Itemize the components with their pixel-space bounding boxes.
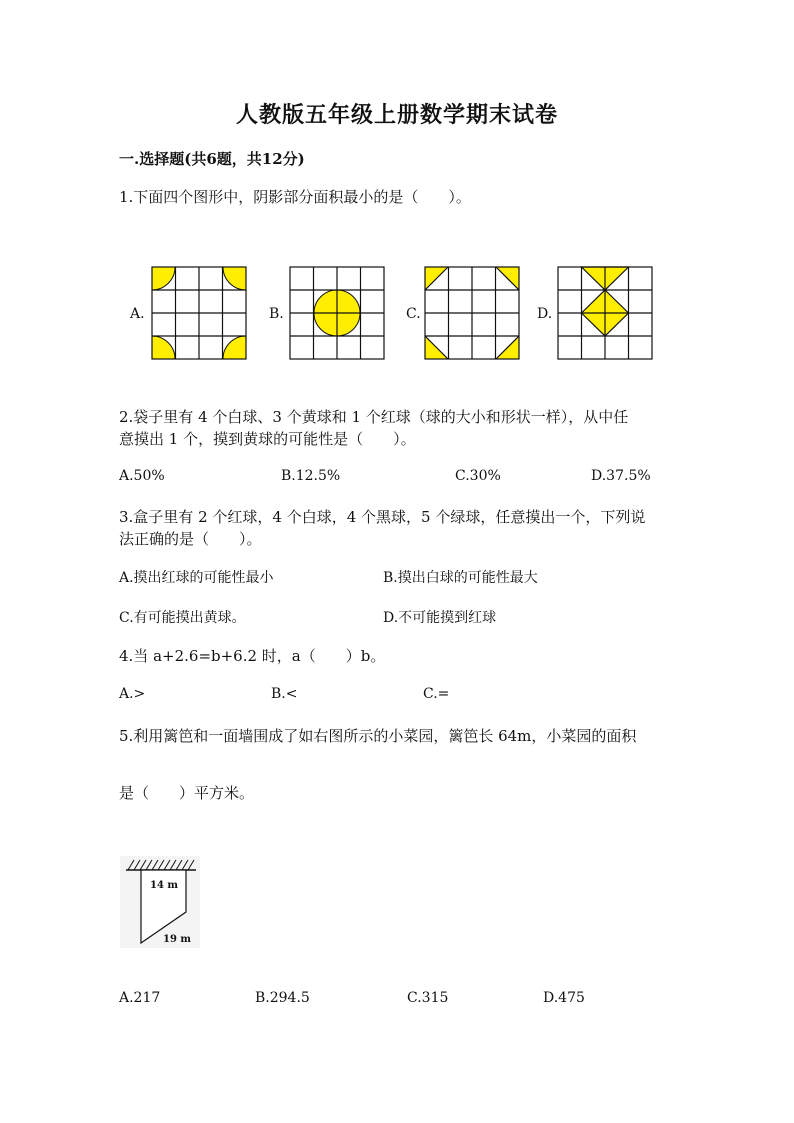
question-3-line-1: 3.盒子里有 2 个红球，4 个白球，4 个黑球，5 个绿球，任意摸出一个，下列说 xyxy=(119,508,646,526)
q2-option-d: D.37.5% xyxy=(591,468,651,484)
q5-option-c: C.315 xyxy=(407,990,449,1006)
q4-option-b: B.< xyxy=(271,686,298,702)
section-heading: 一.选择题(共6题，共12分) xyxy=(119,150,305,168)
q1-figure-a xyxy=(151,266,247,360)
q1-option-a-label: A. xyxy=(130,306,145,322)
q3-option-a: A.摸出红球的可能性最小 xyxy=(119,570,274,586)
q3-option-b: B.摸出白球的可能性最大 xyxy=(383,570,538,586)
q1-figure-b xyxy=(289,266,385,360)
question-2-line-1: 2.袋子里有 4 个白球、3 个黄球和 1 个红球（球的大小和形状一样），从中任 xyxy=(119,408,629,426)
question-5-line-2: 是（ ）平方米。 xyxy=(119,784,255,802)
question-3-line-2: 法正确的是（ ）。 xyxy=(119,530,262,548)
question-4: 4.当 a+2.6=b+6.2 时，a（ ）b。 xyxy=(119,647,386,665)
q5-label-bottom: 19 m xyxy=(163,934,191,945)
q5-garden-figure xyxy=(120,856,200,948)
page-title: 人教版五年级上册数学期末试卷 xyxy=(235,102,558,128)
q3-option-c: C.有可能摸出黄球。 xyxy=(119,610,246,626)
question-1: 1.下面四个图形中，阴影部分面积最小的是（ ）。 xyxy=(119,188,471,206)
q5-option-a: A.217 xyxy=(119,990,161,1006)
q5-option-d: D.475 xyxy=(543,990,585,1006)
question-2-line-2: 意摸出 1 个，摸到黄球的可能性是（ ）。 xyxy=(119,430,416,448)
q1-figure-c xyxy=(424,266,520,360)
q1-figure-d xyxy=(557,266,653,360)
question-5-line-1: 5.利用篱笆和一面墙围成了如右图所示的小菜园，篱笆长 64m，小菜园的面积 xyxy=(119,727,637,745)
q1-option-b-label: B. xyxy=(269,306,284,322)
q4-option-c: C.= xyxy=(423,686,450,702)
q1-option-d-label: D. xyxy=(537,306,553,322)
q2-option-b: B.12.5% xyxy=(281,468,341,484)
q5-option-b: B.294.5 xyxy=(255,990,310,1006)
q4-option-a: A.> xyxy=(119,686,146,702)
q2-option-a: A.50% xyxy=(119,468,165,484)
q3-option-d: D.不可能摸到红球 xyxy=(383,610,497,626)
q2-option-c: C.30% xyxy=(455,468,501,484)
q5-label-top: 14 m xyxy=(150,880,178,891)
q1-option-c-label: C. xyxy=(406,306,421,322)
